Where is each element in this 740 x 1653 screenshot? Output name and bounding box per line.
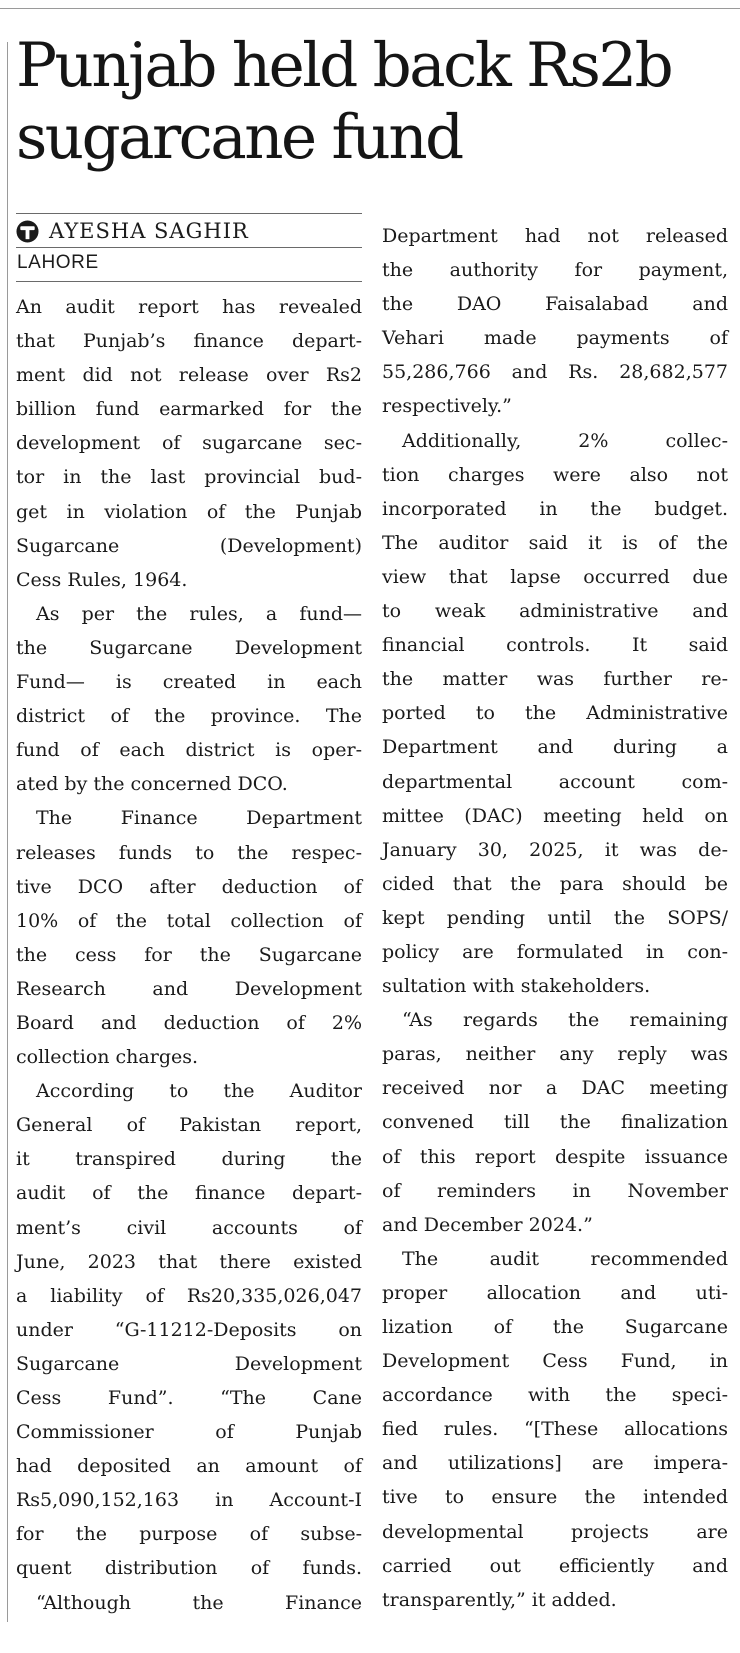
headline-line: Punjab held back Rs2b: [16, 30, 672, 101]
text-line: Department had not released: [382, 225, 728, 247]
text-line: The auditor said it is of the: [382, 531, 728, 554]
text-line: to weak administrative and: [382, 600, 728, 623]
text-line: of this report despite issuance: [382, 1145, 728, 1168]
text-line: tive to ensure the intended: [382, 1486, 728, 1509]
text-line: Commissioner of Punjab: [16, 1421, 362, 1444]
text-line: 55,286,766 and Rs. 28,682,577: [382, 361, 728, 384]
text-line: transparently,” it added.: [382, 1588, 617, 1611]
text-line: fied rules. “[These allocations: [382, 1418, 728, 1441]
text-line: General of Pakistan report,: [16, 1114, 362, 1137]
text-line: Vehari made payments of: [382, 327, 728, 350]
text-line: and December 2024.”: [382, 1213, 593, 1236]
text-line: An audit report has revealed: [16, 296, 362, 318]
text-line: collection charges.: [16, 1046, 199, 1069]
text-line: According to the Auditor: [36, 1080, 362, 1103]
text-line: Additionally, 2% collec-: [402, 429, 728, 452]
text-line: ment’s civil accounts of: [16, 1216, 362, 1239]
text-line: Sugarcane Development: [16, 1352, 362, 1375]
text-line: developmental projects are: [382, 1520, 728, 1543]
text-line: audit of the finance depart-: [16, 1182, 362, 1205]
text-line: billion fund earmarked for the: [16, 398, 362, 421]
byline: [16, 217, 362, 245]
text-line: the authority for payment,: [382, 259, 728, 282]
text-line: paras, neither any reply was: [382, 1043, 728, 1066]
text-line: “As regards the remaining: [402, 1009, 728, 1032]
text-line: under “G-11212-Deposits on: [16, 1318, 362, 1341]
text-line: Board and deduction of 2%: [16, 1011, 362, 1034]
text-line: the cess for the Sugarcane: [16, 943, 362, 966]
text-line: for the purpose of subse-: [16, 1523, 362, 1546]
text-line: Department and during a: [382, 736, 728, 759]
text-line: The Finance Department: [36, 807, 362, 830]
text-line: financial controls. It said: [382, 634, 728, 657]
article-column-2: [382, 219, 728, 1617]
text-line: January 30, 2025, it was de-: [382, 838, 728, 861]
text-line: ported to the Administrative: [382, 702, 728, 725]
text-line: tor in the last provincial bud-: [16, 466, 362, 489]
text-line: Rs5,090,152,163 in Account-I: [16, 1489, 362, 1512]
text-line: get in violation of the Punjab: [16, 500, 362, 523]
text-line: proper allocation and uti-: [382, 1281, 728, 1304]
text-line: accordance with the speci-: [382, 1384, 728, 1407]
text-line: fund of each district is oper-: [16, 739, 362, 762]
headline: [16, 30, 736, 174]
text-line: a liability of Rs20,335,026,047: [16, 1284, 362, 1307]
text-line: cided that the para should be: [382, 872, 728, 895]
headline-line: sugarcane fund: [16, 102, 462, 173]
text-line: lization of the Sugarcane: [382, 1316, 728, 1338]
text-line: it transpired during the: [16, 1148, 362, 1171]
text-line: that Punjab’s finance depart-: [16, 330, 362, 353]
dateline-rule: [16, 281, 362, 282]
text-line: mittee (DAC) meeting held on: [382, 804, 728, 827]
text-line: convened till the finalization: [382, 1111, 728, 1134]
text-line: the matter was further re-: [382, 668, 728, 691]
text-line: development of sugarcane sec-: [16, 432, 362, 455]
text-line: quent distribution of funds.: [16, 1557, 362, 1580]
text-line: The audit recommended: [402, 1247, 728, 1270]
text-line: ment did not release over Rs2: [16, 364, 362, 387]
text-line: incorporated in the budget.: [382, 497, 728, 520]
text-line: carried out efficiently and: [382, 1554, 728, 1577]
text-line: June, 2023 that there existed: [16, 1250, 362, 1273]
text-line: of reminders in November: [382, 1179, 728, 1202]
byline-top-rule: [16, 213, 362, 214]
text-line: view that lapse occurred due: [382, 565, 728, 588]
text-line: respectively.”: [382, 395, 512, 418]
left-column-rule: [7, 42, 8, 1622]
text-line: received nor a DAC meeting: [382, 1077, 728, 1100]
text-line: releases funds to the respec-: [16, 841, 362, 864]
text-line: “Although the Finance: [36, 1591, 362, 1614]
text-line: and utilizations] are impera-: [382, 1452, 728, 1475]
text-line: the DAO Faisalabad and: [382, 293, 728, 316]
text-line: Fund— is created in each: [16, 671, 362, 694]
text-line: policy are formulated in con-: [382, 940, 728, 963]
byline-rule: [16, 247, 362, 248]
top-rule: [0, 8, 740, 9]
text-line: tive DCO after deduction of: [16, 875, 362, 898]
text-line: Research and Development: [16, 977, 362, 1000]
text-line: 10% of the total collection of: [16, 909, 362, 932]
article-column-1: [16, 290, 362, 1620]
text-line: had deposited an amount of: [16, 1455, 362, 1478]
text-line: Development Cess Fund, in: [382, 1350, 728, 1373]
text-line: the Sugarcane Development: [16, 636, 362, 659]
text-line: departmental account com-: [382, 770, 728, 793]
dateline: LAHORE: [17, 252, 99, 273]
text-line: As per the rules, a fund—: [36, 602, 362, 625]
text-line: kept pending until the SOPS/: [382, 906, 728, 929]
newspaper-logo-icon: [16, 220, 39, 243]
text-line: district of the province. The: [16, 705, 362, 728]
text-line: ated by the concerned DCO.: [16, 773, 288, 796]
text-line: Cess Fund”. “The Cane: [16, 1387, 362, 1409]
author-name: AYESHA SAGHIR: [49, 219, 249, 243]
text-line: sultation with stakeholders.: [382, 975, 651, 998]
text-line: Sugarcane (Development): [16, 534, 362, 557]
text-line: tion charges were also not: [382, 463, 728, 486]
text-line: Cess Rules, 1964.: [16, 568, 188, 591]
